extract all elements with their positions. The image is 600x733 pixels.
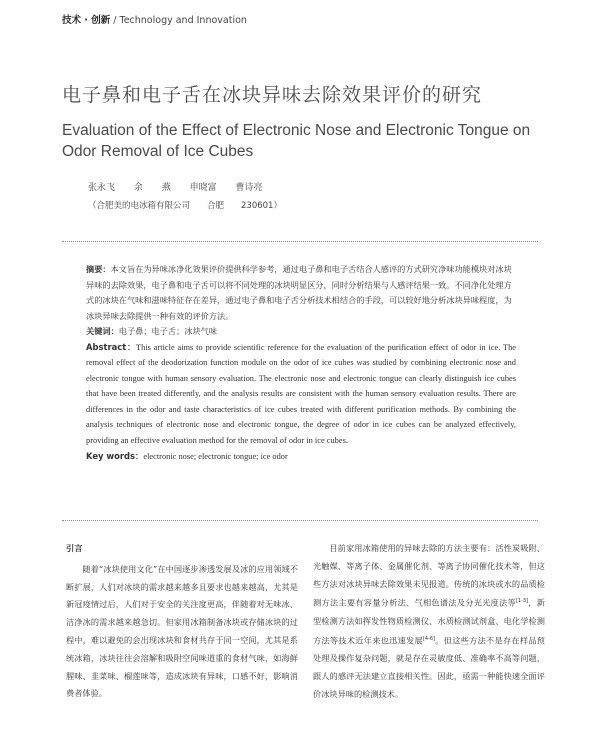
abstract-block bbox=[86, 262, 516, 464]
right-column bbox=[313, 540, 545, 704]
keywords-cn-label: 关键词： bbox=[86, 326, 119, 336]
keywords-english bbox=[86, 449, 516, 465]
running-head-section: 技术 · 创新 bbox=[62, 15, 111, 26]
methods-paragraph bbox=[313, 540, 545, 704]
author-name: 申晓富 bbox=[189, 183, 217, 193]
running-head-english: Technology and Innovation bbox=[119, 15, 247, 26]
abstract-en-label: Abstract： bbox=[86, 341, 137, 352]
citation-ref: [1-3] bbox=[515, 598, 529, 605]
left-column bbox=[66, 540, 298, 703]
abstract-english bbox=[86, 340, 516, 449]
affiliation: （合肥美的电冰箱有限公司 合肥 230601） bbox=[88, 201, 282, 211]
citation-ref: [4-6] bbox=[422, 635, 436, 642]
abstract-chinese bbox=[86, 262, 516, 324]
divider-bottom bbox=[62, 520, 538, 521]
running-head bbox=[62, 12, 247, 26]
keywords-en-text: electronic nose; electronic tongue; ice odor bbox=[143, 451, 288, 461]
author-list bbox=[88, 180, 263, 193]
methods-text-2: ，新型检测方法如挥发性物质检测仪、水质检测试剂盒、电化学检测方法等技术近年来也迅速发展 bbox=[313, 598, 545, 646]
title-chinese: 电子鼻和电子舌在冰块异味去除效果评价的研究 bbox=[62, 84, 483, 106]
running-head-separator: / bbox=[113, 15, 117, 26]
title-english: Evaluation of the Effect of Electronic Nose and Electronic Tongue on Odor Removal of Ice Cubes bbox=[62, 122, 531, 160]
keywords-chinese bbox=[86, 324, 516, 340]
abstract-cn-label: 摘要： bbox=[86, 264, 111, 274]
abstract-cn-text: 本文旨在为异味冰净化效果评价提供科学参考，通过电子鼻和电子舌结合人感评的方式研究净味功能模块对冰块异味的去除效果，电子鼻和电子舌可以将不同处理的冰块明显区分，同时分析结果与人感评结果一致。不同净化处理方式的冰块在气味和滋味特征存在差异，通过电子鼻和电子舌分析技术相结合的手段，可以较好地分析冰块异味程度，为冰块异味去除提供一种有效的评价方法。 bbox=[86, 264, 512, 321]
abstract-en-text: This article aims to provide scientific reference for the evaluation of the purification effect of odor in ice. The removal effect of the deodorization function module on the odor of ice cubes was studied by combining electronic nose and electronic tongue with human sensory evaluation. The electronic nose and electronic tongue can clearly distinguish ice cubes that have been treated differently, and the analysis results are consistent with the human sensory evaluation results. There are differences in the odor and taste characteristics of ice cubes treated with different purification methods. By combining the analysis techniques of electronic nose and electronic tongue, the degree of odor in ice cubes can be analyzed effectively, providing an effective evaluation method for the removal of odor in ice cubes. bbox=[86, 342, 516, 446]
author-name: 张永飞 bbox=[88, 183, 116, 193]
divider-top bbox=[62, 241, 538, 242]
author-name: 余 燕 bbox=[133, 183, 171, 193]
methods-text-1: 目前家用冰箱使用的异味去除的方法主要有：活性炭吸附、光触媒、等离子体、金属催化剂、等离子协同催化技术等，但这些方法对冰块异味去除效果未见报道。传统的冰块或水的品质检测方法主要有容量分析法、气相色谱法及分光光度法等 bbox=[313, 543, 545, 609]
section-heading: 引言 bbox=[66, 543, 83, 553]
keywords-cn-text: 电子鼻；电子舌；冰块气味 bbox=[118, 326, 218, 336]
methods-text-3: 。但这些方法不是存在样品预处理及操作复杂问题，就是存在灵敏度低、准确率不高等问题，跟人的感评无法建立直接相关性。因此，亟需一种能快速全面评价冰块异味的检测技术。 bbox=[313, 635, 545, 699]
intro-paragraph: 随着“冰块使用文化”在中国逐步渗透发展及冰的应用领域不断扩展，人们对冰块的需求越来越多且要求也越来越高，尤其是新冠疫情过后，人们对于安全的关注度更高，伴随着对无味冰、洁净冰的需求越来越急切。但家用冰箱制备冰块或存储冰块的过程中，难以避免的会出现冰块和食材共存于同一空间，尤其是系统冰箱，冰块往往会溶解和吸附空间味道重的食材气味，如海鲜腥味、韭菜味、榴莲味等，造成冰块有异味，口感不好，影响消费者体验。 bbox=[66, 563, 298, 699]
author-name: 曹诗亮 bbox=[235, 183, 263, 193]
keywords-en-label: Key words： bbox=[86, 450, 144, 461]
